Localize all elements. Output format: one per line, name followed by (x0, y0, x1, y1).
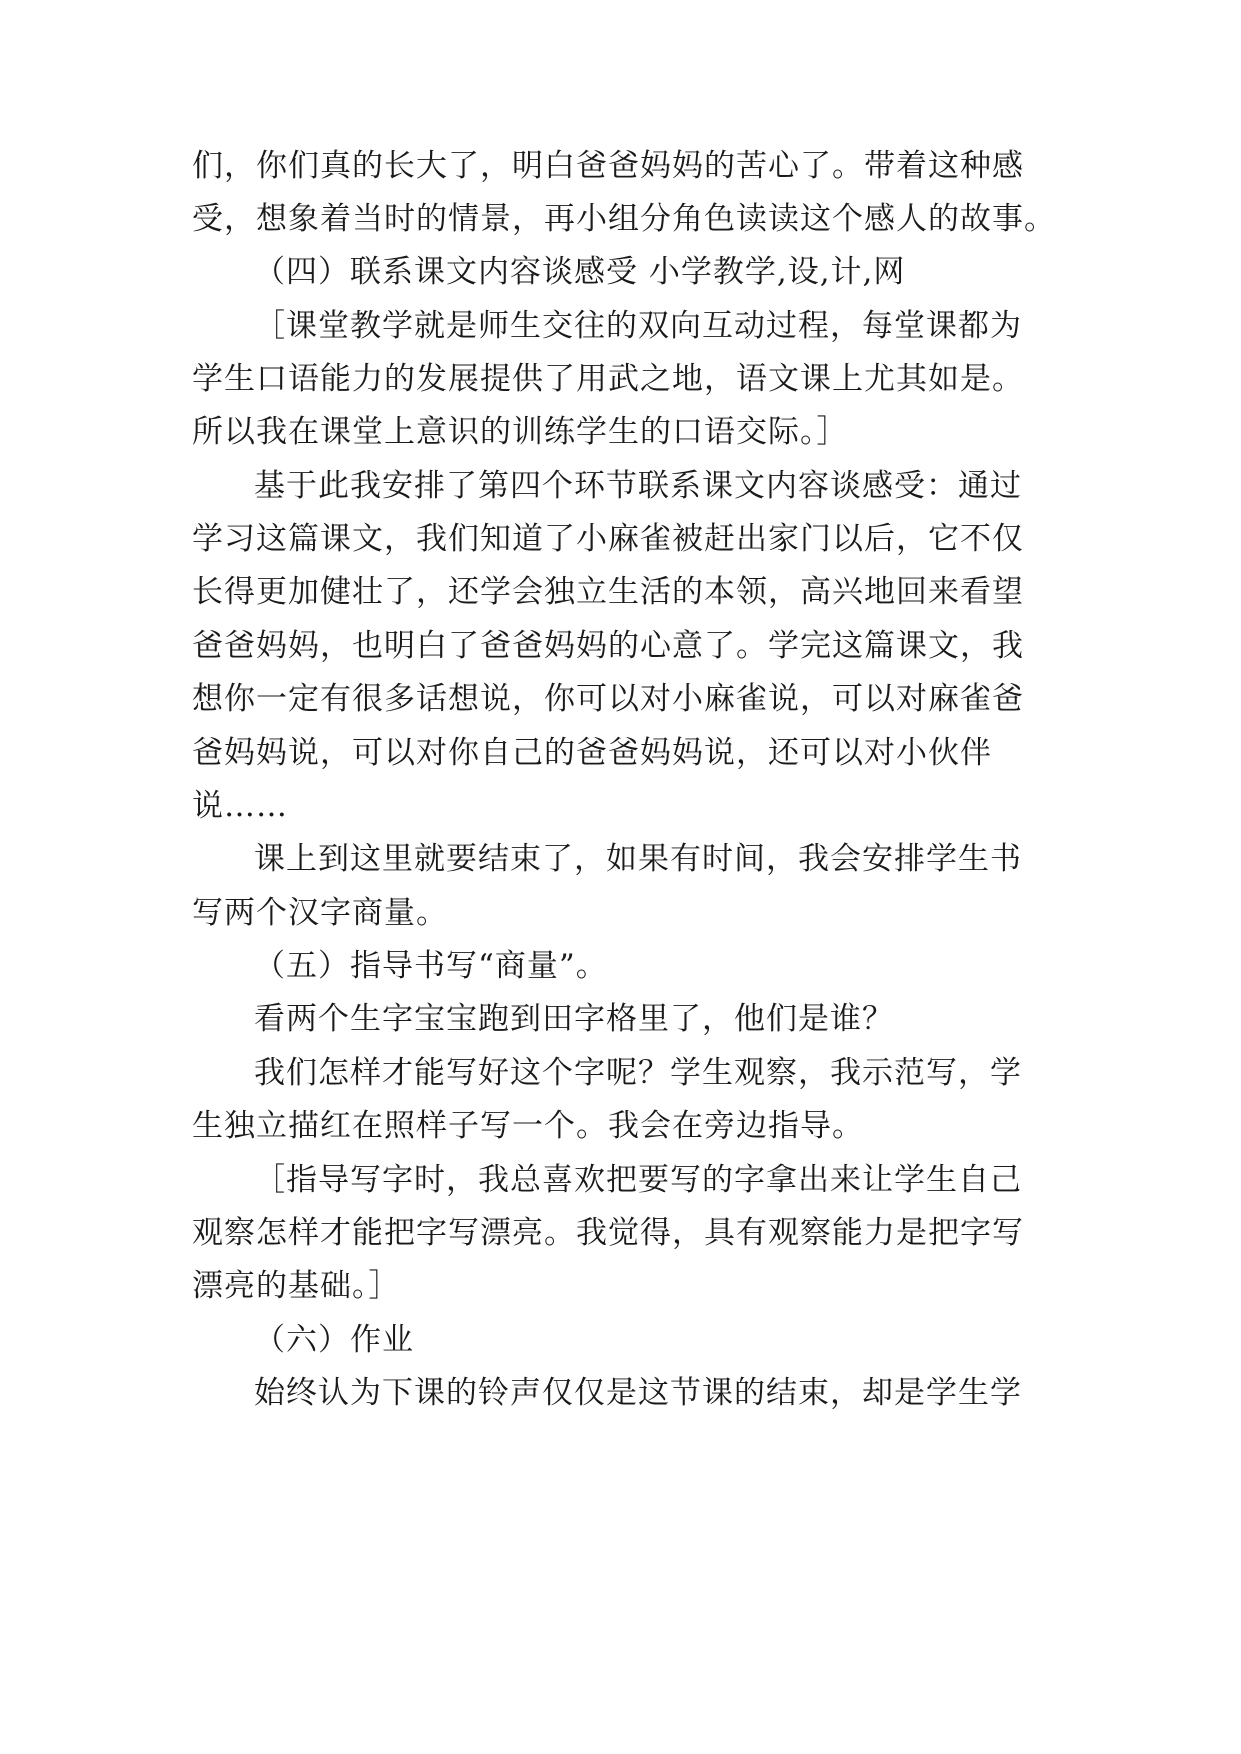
text-line: 说…… (192, 788, 288, 824)
text-line: 学生口语能力的发展提供了用武之地，语文课上尤其如是。 (192, 361, 1024, 397)
text-line: 想你一定有很多话想说，你可以对小麻雀说，可以对麻雀爸 (192, 681, 1024, 717)
text-line: 学习这篇课文，我们知道了小麻雀被赶出家门以后，它不仅 (192, 521, 1024, 557)
section-heading: （四）联系课文内容谈感受 小学教学,设,计,网 (254, 254, 906, 290)
text-line: 观察怎样才能把字写漂亮。我觉得，具有观察能力是把字写 (192, 1215, 1024, 1251)
text-line: 爸爸妈妈，也明白了爸爸妈妈的心意了。学完这篇课文，我 (192, 628, 1024, 664)
text-line: 受，想象着当时的情景，再小组分角色读读这个感人的故事。 (192, 201, 1056, 237)
text-line: 漂亮的基础。］ (192, 1268, 401, 1304)
text-line: 我们怎样才能写好这个字呢？学生观察，我示范写，学 (254, 1055, 1022, 1091)
text-line: 爸妈妈说，可以对你自己的爸爸妈妈说，还可以对小伙伴 (192, 735, 992, 771)
text-line: 看两个生字宝宝跑到田字格里了，他们是谁？ (254, 1001, 894, 1037)
text-line: 基于此我安排了第四个环节联系课文内容谈感受：通过 (254, 468, 1022, 504)
text-line: 写两个汉字商量。 (192, 895, 448, 931)
text-line: 始终认为下课的铃声仅仅是这节课的结束，却是学生学 (254, 1375, 1022, 1411)
section-heading: （五）指导书写“商量”。 (254, 948, 608, 984)
text-line: 生独立描红在照样子写一个。我会在旁边指导。 (192, 1108, 864, 1144)
text-line: 所以我在课堂上意识的训练学生的口语交际。］ (192, 414, 849, 450)
section-heading: （六）作业 (254, 1322, 414, 1358)
text-line: ［指导写字时，我总喜欢把要写的字拿出来让学生自己 (254, 1162, 1022, 1198)
text-line: ［课堂教学就是师生交往的双向互动过程，每堂课都为 (254, 308, 1022, 344)
text-line: 课上到这里就要结束了，如果有时间，我会安排学生书 (254, 841, 1022, 877)
text-line: 长得更加健壮了，还学会独立生活的本领，高兴地回来看望 (192, 574, 1024, 610)
text-line: 们，你们真的长大了，明白爸爸妈妈的苦心了。带着这种感 (192, 148, 1024, 184)
